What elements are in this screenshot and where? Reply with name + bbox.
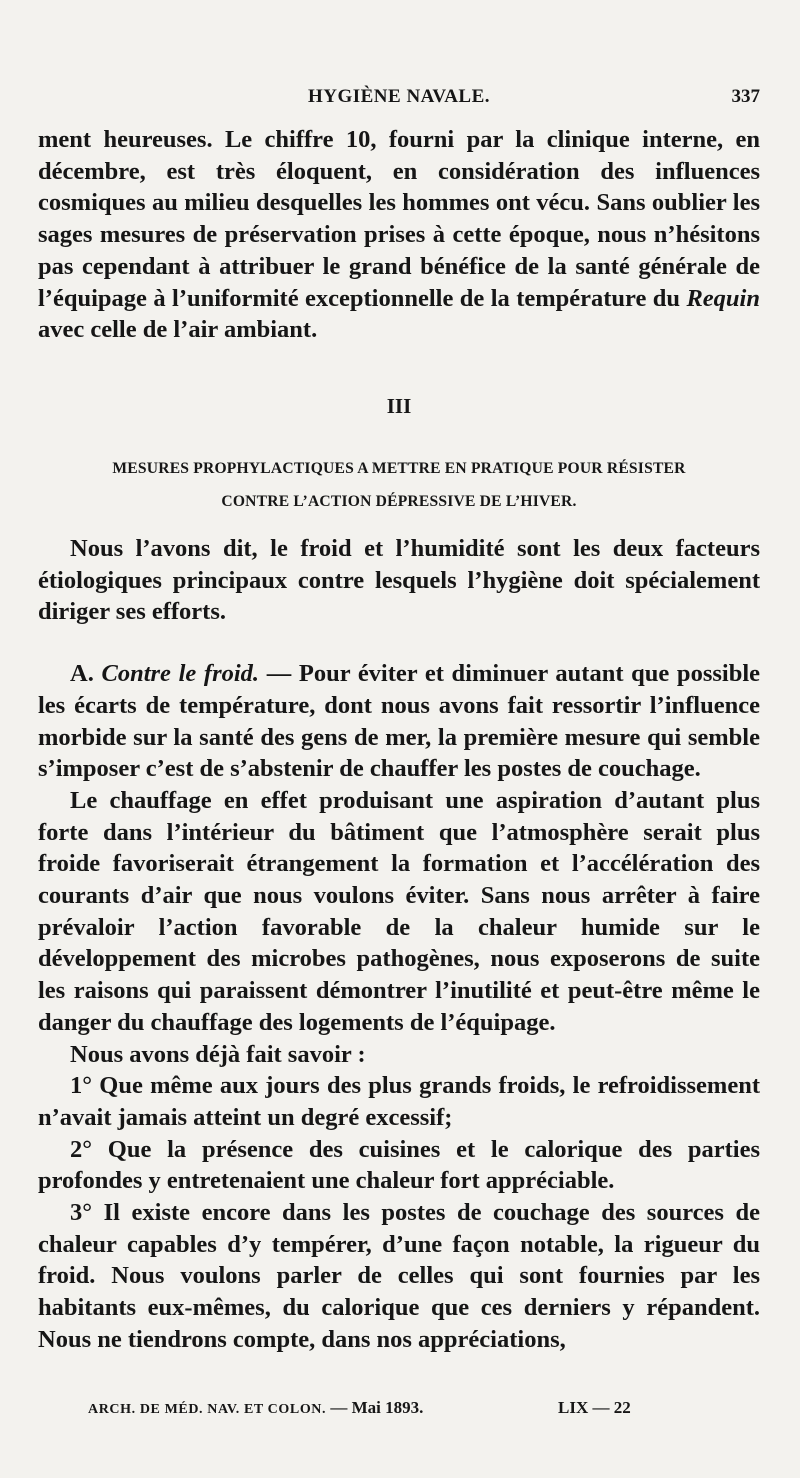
sheet-signature: LIX — 22: [558, 1398, 631, 1417]
section-number: III: [386, 394, 412, 418]
list-item-1: 1° Que même aux jours des plus grands froids, le refroidissement n’avait jamais atteint un degré excessif;: [38, 1072, 760, 1131]
journal-reference: [88, 1398, 423, 1418]
list-item-3: 3° Il existe encore dans les postes de couchage des sources de chaleur capables d’y tempérer, d’une façon notable, la rigueur du froid. Nous voulons parler de celles qui sont fournies par les habitants eux-mêmes, du calorique que ces derniers y répandent. Nous ne tiendrons compte, dans nos appréciations,: [38, 1199, 760, 1353]
page-footer: [38, 1398, 760, 1428]
paragraph-2-text: — Pour éviter et diminuer autant que possible les écarts de température, dont nous avons fait ressortir l’influence morbide sur la santé des gens de mer, la première mesure qui semble s’imposer c’est de s’abstenir de chauffer les postes de couchage.: [38, 660, 760, 783]
section-heading-line-1: MESURES PROPHYLACTIQUES A METTRE EN PRATIQUE POUR RÉSISTER: [112, 460, 686, 477]
page-number: 337: [731, 86, 760, 107]
subsection-label: A.: [70, 660, 94, 688]
section-heading: [38, 452, 760, 518]
intro-text-start: ment heureuses. Le chiffre 10, fourni par la clinique interne, en décembre, est très éloquent, en considération des influences cosmiques au milieu desquelles les hommes ont vécu. Sans oublier les sages mesures de préservation prises à cette époque, nous n’hésitons pas cependant à attribuer le grand bénéfice de la santé générale de l’équipage à l’uniformité exceptionnelle de la température du: [38, 126, 760, 312]
subsection-title: Contre le froid.: [101, 660, 260, 688]
paragraph-4: Nous avons déjà fait savoir :: [70, 1040, 366, 1068]
ship-name: Requin: [686, 284, 760, 312]
journal-name: ARCH. DE MÉD. NAV. ET COLON.: [88, 1402, 327, 1417]
book-page: [38, 0, 760, 1478]
section-heading-line-2: CONTRE L’ACTION DÉPRESSIVE DE L’HIVER.: [221, 493, 577, 510]
paragraph-1: Nous l’avons dit, le froid et l’humidité sont les deux facteurs étiologiques principaux contre lesquels l’hygiène doit spécialement diriger ses efforts.: [38, 535, 760, 626]
paragraph-2: [38, 658, 760, 785]
intro-text-end: avec celle de l’air ambiant.: [38, 316, 318, 344]
paragraph-3: Le chauffage en effet produisant une aspiration d’autant plus forte dans l’intérieur du bâtiment que l’atmosphère serait plus froide favoriserait étrangement la formation et l’accélération des courants d’air que nous voulons éviter. Sans nous arrêter à faire prévaloir l’action favorable de la chaleur humide sur le développement des microbes pathogènes, nous exposerons de suite les raisons qui paraissent démontrer l’inutilité et peut-être même le danger du chauffage des logements de l’équipage.: [38, 786, 760, 1036]
body-text: [38, 533, 760, 1356]
intro-paragraph: [38, 124, 760, 346]
journal-date: — Mai 1893.: [326, 1398, 424, 1417]
list-item-2: 2° Que la présence des cuisines et le calorique des parties profondes y entretenaient une chaleur fort appréciable.: [38, 1135, 760, 1195]
running-header: [38, 86, 760, 116]
running-title: HYGIÈNE NAVALE.: [307, 86, 491, 107]
